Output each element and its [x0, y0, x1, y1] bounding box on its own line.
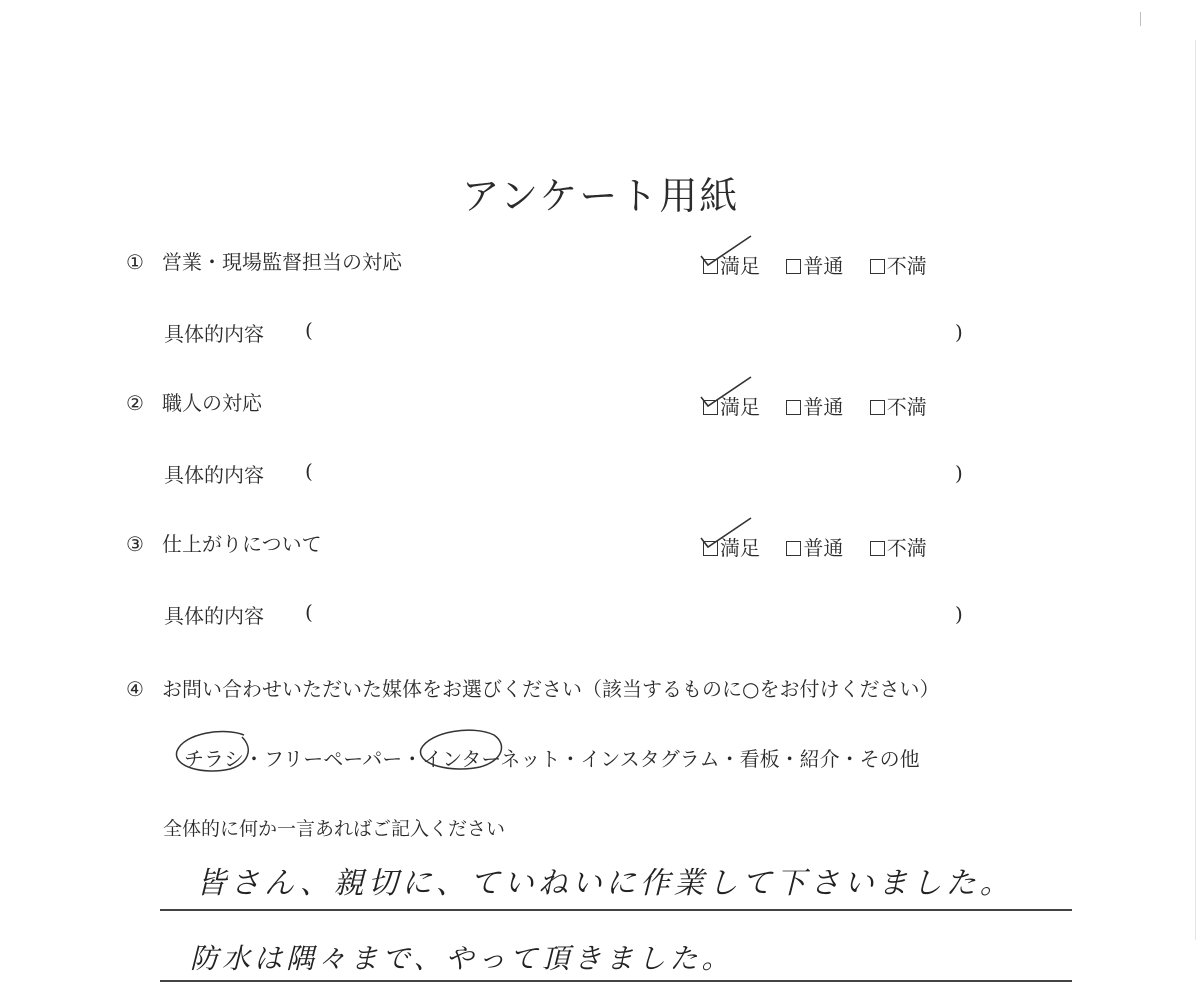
question-2	[126, 387, 262, 416]
option-label: 普通	[803, 254, 844, 278]
question-number: ②	[126, 391, 144, 415]
paren-open: (	[305, 318, 313, 342]
handwritten-comment-1: 皆さん、親切に、ていねいに作業して下さいました。	[196, 866, 1014, 901]
media-flyer[interactable]	[184, 743, 244, 772]
detail-label-3: 具体的内容	[164, 604, 264, 628]
option-normal[interactable]	[786, 532, 843, 561]
option-label: 普通	[803, 395, 844, 419]
checkbox[interactable]	[786, 259, 801, 274]
detail-label-1: 具体的内容	[164, 322, 264, 346]
media-internet[interactable]	[422, 743, 560, 772]
rating-options-3	[703, 532, 947, 561]
question-1	[126, 246, 402, 275]
media-options	[184, 743, 920, 772]
question-label: 営業・現場監督担当の対応	[162, 250, 402, 274]
writing-line-2	[160, 980, 1072, 982]
question-number: ④	[126, 677, 144, 701]
media-label-group: ・フリーペーパー・	[244, 747, 423, 771]
question-number: ③	[126, 532, 144, 556]
question-3	[126, 528, 322, 557]
handwritten-comment-2: 防水は隅々まで、やって頂きました。	[190, 942, 734, 975]
comments-label: 全体的に何か一言あればご記入ください	[163, 818, 506, 840]
checkbox[interactable]	[786, 541, 801, 556]
question-number: ①	[126, 250, 144, 274]
question-label: 職人の対応	[162, 391, 262, 415]
question-4	[126, 673, 939, 702]
checkbox[interactable]	[870, 541, 885, 556]
question-label: お問い合わせいただいた媒体をお選びください（該当するものに○をお付けください）	[162, 677, 940, 701]
paren-close: )	[955, 461, 963, 485]
media-label: インターネット	[422, 747, 561, 771]
checkbox[interactable]	[870, 259, 885, 274]
form-title: アンケート用紙	[461, 174, 740, 218]
option-satisfied[interactable]	[703, 250, 760, 279]
option-satisfied[interactable]	[703, 391, 760, 420]
checkbox[interactable]	[870, 400, 885, 415]
media-label: チラシ	[184, 747, 244, 771]
scan-mark	[1140, 12, 1141, 26]
option-label: 普通	[803, 536, 844, 560]
check-mark-icon	[699, 516, 759, 550]
question-label: 仕上がりについて	[162, 532, 322, 556]
detail-label-2: 具体的内容	[164, 463, 264, 487]
option-normal[interactable]	[786, 391, 843, 420]
option-satisfied[interactable]	[703, 532, 760, 561]
option-dissatisfied[interactable]	[870, 250, 927, 279]
paren-close: )	[955, 602, 963, 626]
media-label-group: ・インスタグラム・看板・紹介・その他	[560, 747, 920, 771]
option-label: 不満	[886, 395, 927, 419]
option-normal[interactable]	[786, 250, 843, 279]
option-dissatisfied[interactable]	[870, 391, 927, 420]
rating-options-1	[703, 250, 947, 279]
rating-options-2	[703, 391, 947, 420]
option-label: 満足	[720, 536, 760, 560]
option-dissatisfied[interactable]	[870, 532, 927, 561]
option-label: 満足	[720, 395, 760, 419]
option-label: 不満	[886, 536, 927, 560]
check-mark-icon	[699, 375, 759, 409]
writing-line-1	[160, 909, 1072, 911]
checkbox[interactable]	[786, 400, 801, 415]
check-mark-icon	[699, 234, 759, 268]
option-label: 満足	[720, 254, 760, 278]
option-label: 不満	[886, 254, 927, 278]
paren-open: (	[305, 459, 313, 483]
paren-close: )	[955, 320, 963, 344]
paren-open: (	[305, 600, 313, 624]
